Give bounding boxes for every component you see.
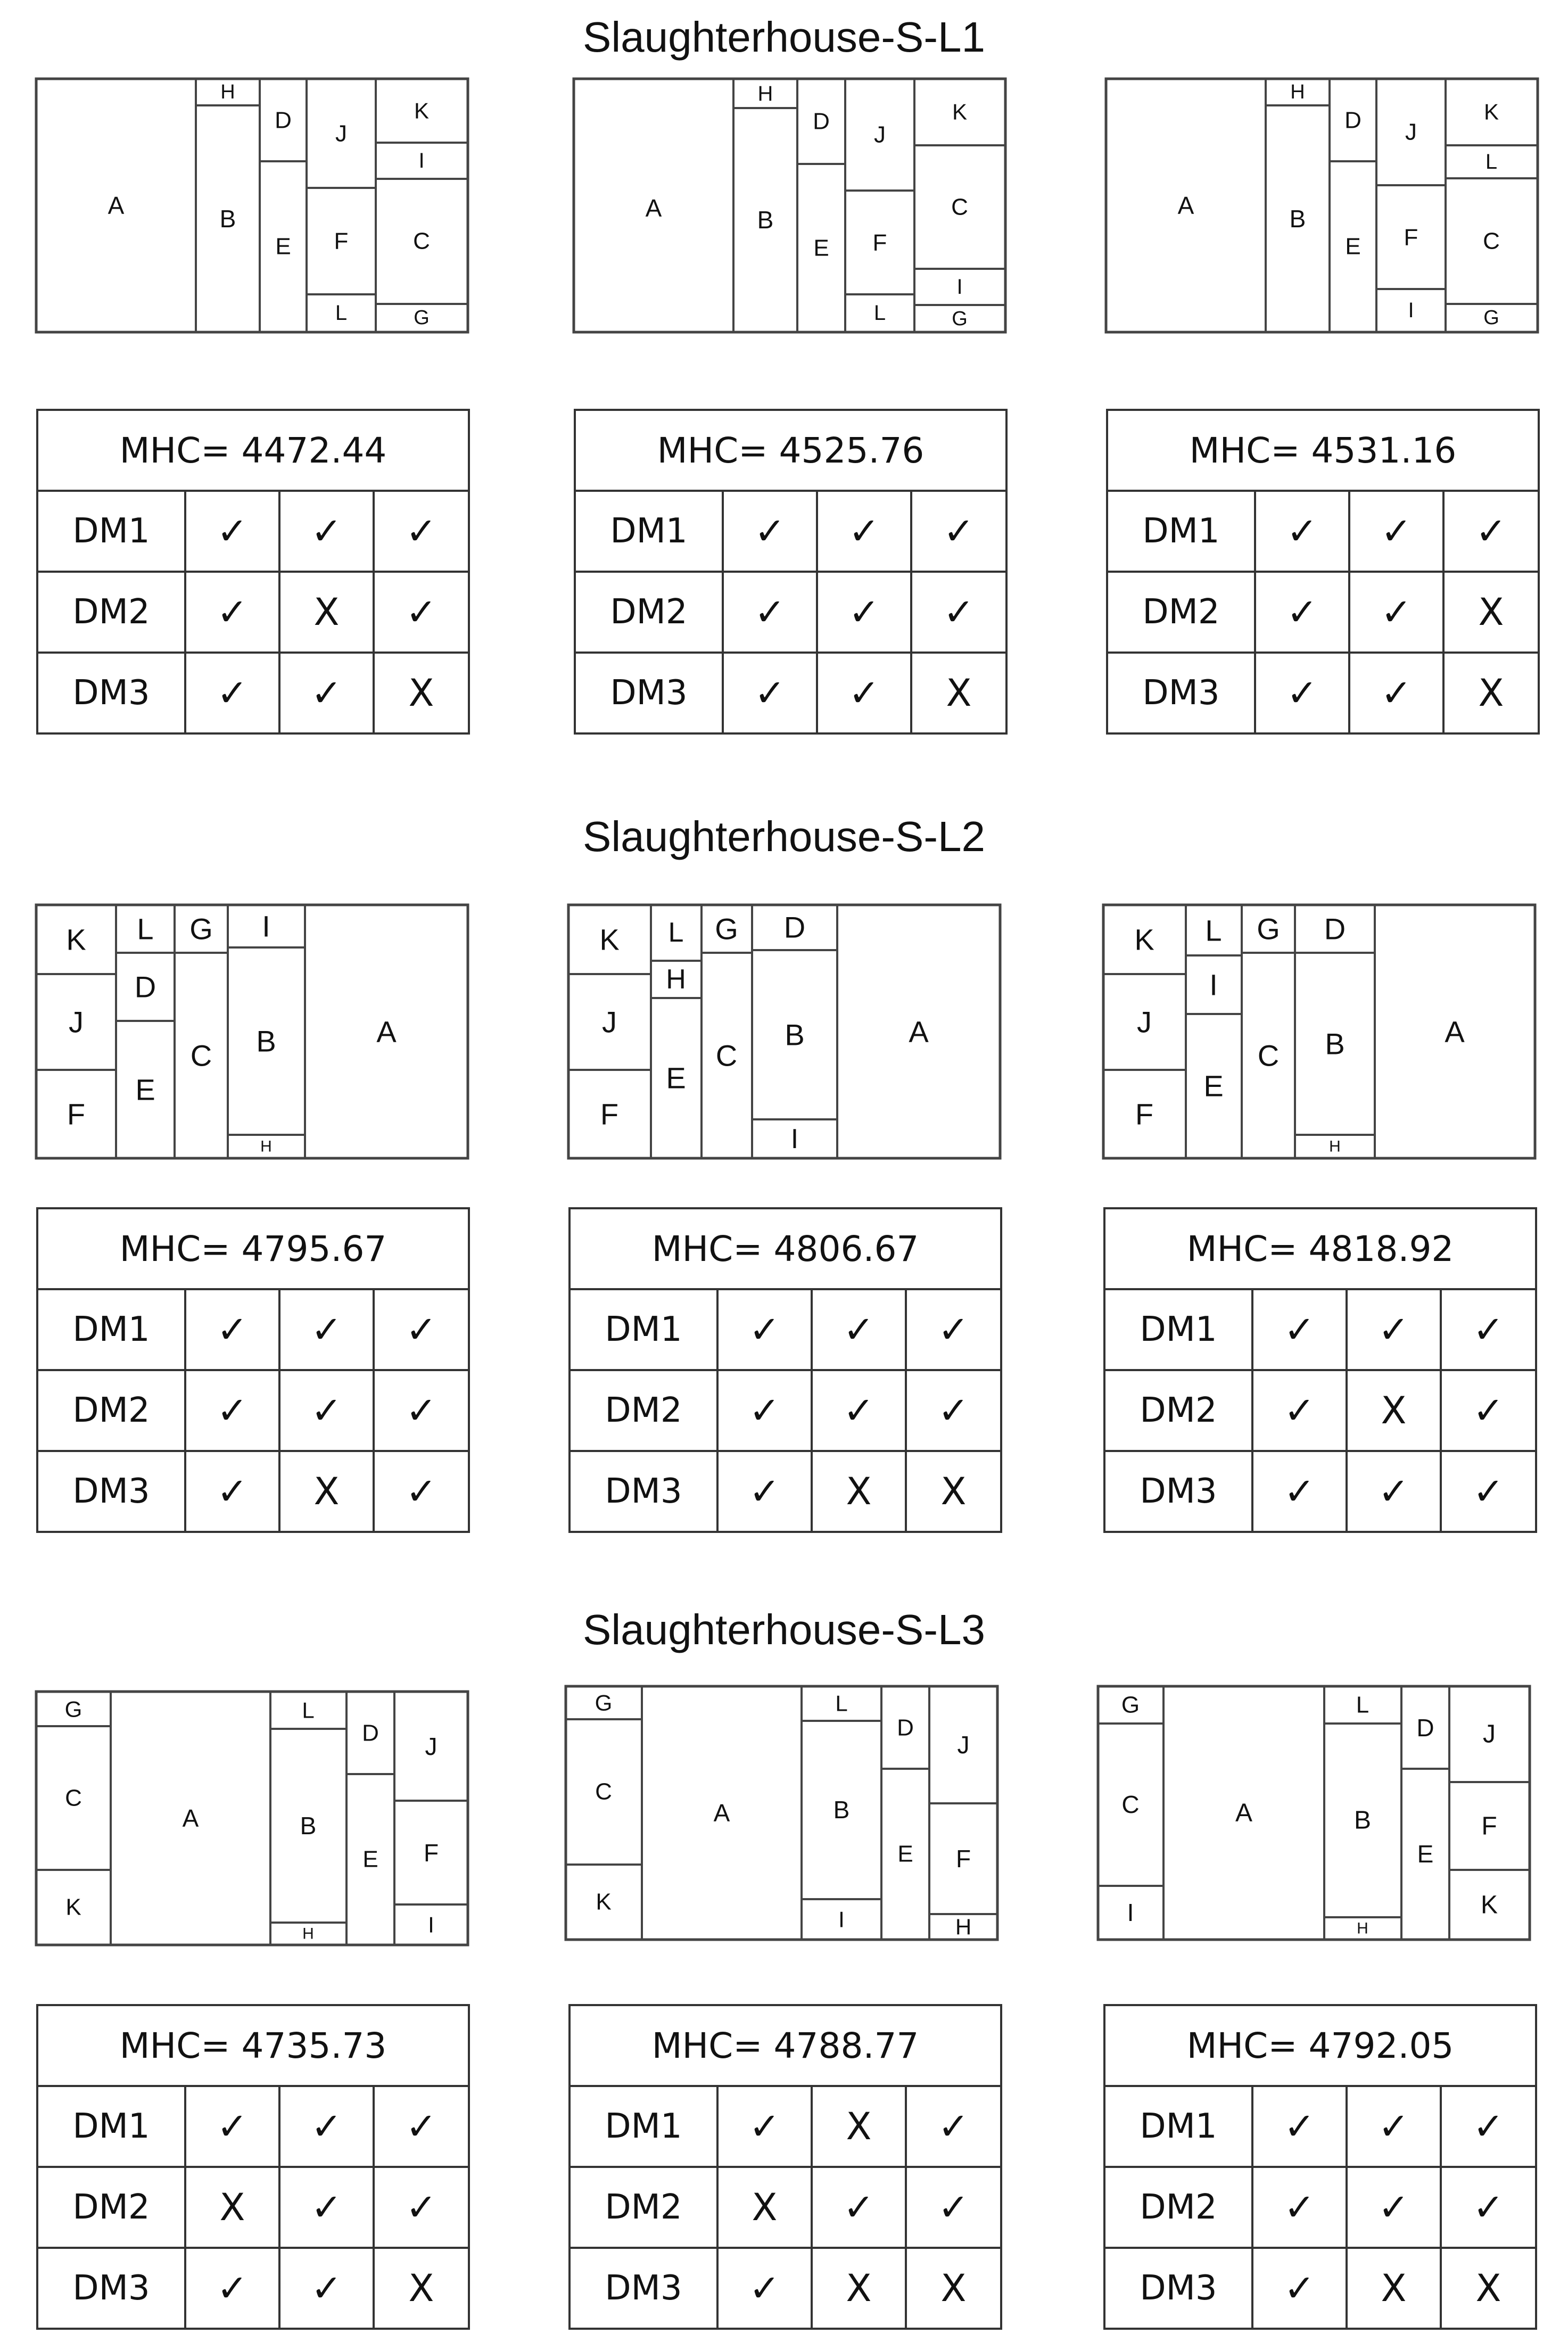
dm-mark: ✓ xyxy=(911,491,1006,572)
dm-mark: ✓ xyxy=(1252,1370,1347,1451)
room-label: L xyxy=(835,1691,848,1716)
dm-mark: X xyxy=(812,2086,906,2167)
facility-layout xyxy=(1103,905,1535,1158)
room-label: I xyxy=(1209,968,1218,1002)
room-label: F xyxy=(1404,224,1418,251)
dm-mark: ✓ xyxy=(1252,2086,1347,2167)
room-label: A xyxy=(1445,1015,1465,1049)
dm-mark: ✓ xyxy=(279,1370,374,1451)
dm-mark: ✓ xyxy=(374,1370,469,1451)
dm-mark: X xyxy=(812,1451,906,1532)
room-label: A xyxy=(108,192,125,219)
facility-layout xyxy=(36,1692,468,1945)
room-label: A xyxy=(645,194,662,222)
dm-label: DM3 xyxy=(1104,1451,1252,1532)
evaluation-table xyxy=(36,1207,470,1533)
room-label: J xyxy=(874,121,886,148)
room-label: B xyxy=(256,1024,276,1058)
dm-mark: ✓ xyxy=(1252,1289,1347,1370)
section-title: Slaughterhouse-S-L3 xyxy=(582,1606,986,1653)
dm-label: DM2 xyxy=(570,1370,717,1451)
room-label: H xyxy=(260,1137,272,1156)
dm-label: DM2 xyxy=(1104,2167,1252,2248)
mhc-value: MHC= 4818.92 xyxy=(1104,1208,1536,1289)
room-label: C xyxy=(190,1038,212,1073)
dm-mark: ✓ xyxy=(812,2167,906,2248)
dm-mark: ✓ xyxy=(817,572,911,653)
room-label: L xyxy=(1356,1692,1369,1718)
mhc-value: MHC= 4788.77 xyxy=(570,2005,1001,2086)
dm-mark: ✓ xyxy=(185,572,279,653)
evaluation-table xyxy=(1106,409,1540,735)
room-label: B xyxy=(219,205,236,233)
room-label: J xyxy=(602,1005,617,1039)
room-label: D xyxy=(783,910,806,944)
room-label: I xyxy=(790,1124,799,1155)
dm-label: DM2 xyxy=(575,572,723,653)
room-label: A xyxy=(909,1015,929,1049)
dm-mark: ✓ xyxy=(717,1370,812,1451)
dm-mark: ✓ xyxy=(723,572,817,653)
evaluation-table xyxy=(1103,1207,1537,1533)
room-label: E xyxy=(897,1841,913,1867)
room-label: G xyxy=(64,1696,82,1722)
room-label: C xyxy=(1483,228,1500,254)
dm-mark: ✓ xyxy=(906,2086,1001,2167)
dm-mark: ✓ xyxy=(1441,2086,1536,2167)
facility-layout xyxy=(1098,1686,1530,1940)
room-label: B xyxy=(300,1812,317,1840)
room-label: E xyxy=(666,1061,686,1095)
section-title: Slaughterhouse-S-L1 xyxy=(582,13,986,61)
room-label: F xyxy=(423,1839,439,1867)
dm-label: DM3 xyxy=(1107,653,1255,733)
dm-mark: ✓ xyxy=(1441,2167,1536,2248)
evaluation-table xyxy=(568,1207,1002,1533)
room-label: L xyxy=(668,917,684,948)
evaluation-table xyxy=(568,2004,1002,2330)
section-title: Slaughterhouse-S-L2 xyxy=(582,813,986,860)
mhc-value: MHC= 4795.67 xyxy=(37,1208,469,1289)
dm-mark: ✓ xyxy=(1441,1289,1536,1370)
mhc-value: MHC= 4472.44 xyxy=(37,410,469,491)
room-label: A xyxy=(1235,1799,1253,1827)
dm-mark: ✓ xyxy=(723,491,817,572)
facility-layout xyxy=(574,79,1005,332)
room-label: I xyxy=(1127,1899,1134,1926)
dm-mark: ✓ xyxy=(812,1370,906,1451)
room-label: H xyxy=(757,82,773,105)
room-label: F xyxy=(1481,1812,1497,1841)
room-label: E xyxy=(1203,1069,1224,1103)
dm-label: DM1 xyxy=(1107,491,1255,572)
room-label: F xyxy=(600,1097,619,1131)
room-label: C xyxy=(951,194,968,220)
room-label: A xyxy=(376,1015,397,1049)
room-label: J xyxy=(1137,1005,1152,1039)
room-label: C xyxy=(1121,1791,1140,1818)
dm-label: DM3 xyxy=(570,2248,717,2329)
facility-layout xyxy=(1106,79,1538,332)
dm-mark: ✓ xyxy=(374,1451,469,1532)
dm-mark: ✓ xyxy=(1255,491,1349,572)
room-label: J xyxy=(69,1005,84,1039)
dm-label: DM1 xyxy=(37,2086,185,2167)
dm-mark: ✓ xyxy=(185,2086,279,2167)
dm-mark: ✓ xyxy=(1252,1451,1347,1532)
dm-mark: ✓ xyxy=(1255,653,1349,733)
dm-label: DM1 xyxy=(37,1289,185,1370)
room-label: K xyxy=(599,922,620,957)
dm-mark: ✓ xyxy=(1349,491,1443,572)
dm-mark: ✓ xyxy=(911,572,1006,653)
room-label: I xyxy=(428,1912,434,1937)
dm-mark: ✓ xyxy=(185,1370,279,1451)
dm-label: DM2 xyxy=(37,2167,185,2248)
dm-label: DM2 xyxy=(1107,572,1255,653)
room-label: E xyxy=(813,235,829,261)
dm-mark: X xyxy=(717,2167,812,2248)
room-label: G xyxy=(189,912,213,946)
room-label: J xyxy=(957,1731,970,1759)
dm-mark: X xyxy=(911,653,1006,733)
dm-mark: ✓ xyxy=(1347,2086,1441,2167)
room-label: H xyxy=(1329,1137,1341,1156)
room-label: A xyxy=(1177,192,1194,219)
room-label: B xyxy=(1354,1806,1372,1835)
dm-label: DM3 xyxy=(37,2248,185,2329)
room-label: G xyxy=(715,912,738,946)
dm-mark: ✓ xyxy=(374,2167,469,2248)
room-label: I xyxy=(956,275,963,299)
dm-mark: ✓ xyxy=(1252,2167,1347,2248)
room-label: E xyxy=(1345,233,1361,260)
mhc-value: MHC= 4806.67 xyxy=(570,1208,1001,1289)
dm-mark: ✓ xyxy=(374,491,469,572)
dm-mark: ✓ xyxy=(817,491,911,572)
dm-label: DM3 xyxy=(575,653,723,733)
dm-label: DM3 xyxy=(1104,2248,1252,2329)
dm-label: DM1 xyxy=(37,491,185,572)
mhc-value: MHC= 4792.05 xyxy=(1104,2005,1536,2086)
room-label: G xyxy=(595,1690,613,1716)
dm-mark: ✓ xyxy=(717,1451,812,1532)
room-label: D xyxy=(275,107,292,134)
room-label: K xyxy=(66,922,86,957)
room-label: H xyxy=(666,964,686,995)
dm-mark: ✓ xyxy=(1347,1451,1441,1532)
dm-mark: ✓ xyxy=(185,491,279,572)
dm-label: DM1 xyxy=(570,2086,717,2167)
dm-label: DM2 xyxy=(570,2167,717,2248)
dm-mark: ✓ xyxy=(1441,1370,1536,1451)
dm-label: DM2 xyxy=(37,572,185,653)
room-label: I xyxy=(1408,299,1414,322)
mhc-value: MHC= 4531.16 xyxy=(1107,410,1539,491)
room-label: D xyxy=(1324,912,1346,946)
dm-mark: ✓ xyxy=(279,1289,374,1370)
room-label: E xyxy=(135,1073,155,1107)
dm-mark: ✓ xyxy=(185,1451,279,1532)
room-label: G xyxy=(1121,1692,1140,1718)
mhc-value: MHC= 4735.73 xyxy=(37,2005,469,2086)
mhc-value: MHC= 4525.76 xyxy=(575,410,1006,491)
room-label: J xyxy=(425,1733,438,1760)
facility-layout xyxy=(566,1686,997,1940)
room-label: H xyxy=(302,1925,314,1943)
room-label: H xyxy=(1357,1919,1368,1937)
dm-mark: X xyxy=(906,2248,1001,2329)
room-label: K xyxy=(1480,1891,1498,1919)
dm-mark: ✓ xyxy=(374,572,469,653)
dm-mark: X xyxy=(906,1451,1001,1532)
dm-mark: ✓ xyxy=(279,491,374,572)
facility-layout xyxy=(568,905,1000,1158)
room-label: C xyxy=(715,1038,738,1073)
room-label: I xyxy=(262,909,270,943)
room-label: B xyxy=(1289,205,1306,233)
room-label: G xyxy=(1483,307,1499,329)
dm-mark: ✓ xyxy=(1255,572,1349,653)
evaluation-table xyxy=(574,409,1008,735)
dm-mark: ✓ xyxy=(906,2167,1001,2248)
room-label: D xyxy=(1416,1714,1434,1742)
room-label: L xyxy=(335,301,348,325)
dm-mark: ✓ xyxy=(1349,653,1443,733)
room-label: G xyxy=(1257,912,1280,946)
dm-mark: ✓ xyxy=(185,1289,279,1370)
room-label: F xyxy=(334,228,349,254)
dm-mark: X xyxy=(374,653,469,733)
dm-label: DM1 xyxy=(575,491,723,572)
dm-mark: ✓ xyxy=(374,2086,469,2167)
dm-mark: ✓ xyxy=(185,2248,279,2329)
dm-mark: ✓ xyxy=(1441,1451,1536,1532)
dm-mark: ✓ xyxy=(279,653,374,733)
room-label: A xyxy=(713,1799,730,1827)
room-label: G xyxy=(952,308,968,330)
room-label: C xyxy=(595,1778,612,1805)
room-label: E xyxy=(1417,1840,1434,1868)
room-label: F xyxy=(67,1097,86,1131)
dm-label: DM1 xyxy=(1104,1289,1252,1370)
room-label: J xyxy=(335,120,347,147)
room-label: K xyxy=(596,1889,612,1915)
dm-label: DM1 xyxy=(570,1289,717,1370)
dm-mark: ✓ xyxy=(1443,491,1539,572)
evaluation-table xyxy=(36,409,470,735)
room-label: D xyxy=(897,1714,914,1741)
dm-mark: ✓ xyxy=(906,1370,1001,1451)
dm-mark: ✓ xyxy=(717,2248,812,2329)
room-label: L xyxy=(873,301,886,325)
dm-mark: X xyxy=(1441,2248,1536,2329)
dm-mark: ✓ xyxy=(1349,572,1443,653)
room-label: C xyxy=(1257,1038,1280,1073)
dm-label: DM3 xyxy=(37,653,185,733)
room-label: F xyxy=(872,229,887,256)
room-label: D xyxy=(813,108,830,135)
dm-mark: ✓ xyxy=(1347,2167,1441,2248)
room-label: H xyxy=(1290,81,1305,103)
dm-mark: X xyxy=(374,2248,469,2329)
room-label: H xyxy=(220,81,235,103)
room-label: L xyxy=(1485,150,1498,174)
room-label: D xyxy=(362,1720,379,1746)
dm-label: DM2 xyxy=(37,1370,185,1451)
room-label: J xyxy=(1405,119,1417,145)
room-label: B xyxy=(833,1796,850,1824)
room-label: K xyxy=(1134,922,1154,957)
room-label: K xyxy=(952,99,968,125)
dm-mark: ✓ xyxy=(279,2167,374,2248)
room-label: J xyxy=(1483,1720,1496,1749)
room-label: B xyxy=(1325,1027,1345,1061)
room-label: L xyxy=(302,1697,315,1723)
dm-mark: X xyxy=(1347,1370,1441,1451)
dm-mark: ✓ xyxy=(723,653,817,733)
dm-mark: ✓ xyxy=(817,653,911,733)
dm-mark: ✓ xyxy=(1347,1289,1441,1370)
dm-mark: ✓ xyxy=(717,1289,812,1370)
room-label: L xyxy=(137,912,154,946)
dm-mark: ✓ xyxy=(812,1289,906,1370)
evaluation-table xyxy=(36,2004,470,2330)
room-label: D xyxy=(1344,107,1361,134)
facility-layout xyxy=(36,905,468,1158)
room-label: D xyxy=(134,970,156,1004)
dm-mark: ✓ xyxy=(279,2248,374,2329)
dm-label: DM1 xyxy=(1104,2086,1252,2167)
room-label: K xyxy=(65,1894,81,1920)
dm-label: DM2 xyxy=(1104,1370,1252,1451)
dm-label: DM3 xyxy=(570,1451,717,1532)
dm-mark: ✓ xyxy=(374,1289,469,1370)
dm-mark: ✓ xyxy=(906,1289,1001,1370)
room-label: E xyxy=(362,1846,378,1873)
dm-label: DM3 xyxy=(37,1451,185,1532)
room-label: L xyxy=(1205,913,1222,947)
evaluation-table xyxy=(1103,2004,1537,2330)
room-label: I xyxy=(418,149,425,172)
dm-mark: X xyxy=(1443,653,1539,733)
room-label: B xyxy=(757,206,774,234)
dm-mark: ✓ xyxy=(717,2086,812,2167)
room-label: F xyxy=(1135,1097,1154,1131)
room-label: B xyxy=(785,1018,805,1052)
room-label: I xyxy=(838,1907,845,1932)
room-label: H xyxy=(955,1914,972,1940)
dm-mark: X xyxy=(1347,2248,1441,2329)
room-label: K xyxy=(414,98,430,123)
room-label: F xyxy=(955,1845,971,1873)
dm-mark: X xyxy=(279,572,374,653)
room-label: C xyxy=(413,228,430,254)
facility-layout xyxy=(36,79,468,332)
dm-mark: X xyxy=(812,2248,906,2329)
dm-mark: X xyxy=(185,2167,279,2248)
room-label: A xyxy=(182,1804,199,1832)
room-label: E xyxy=(275,233,291,260)
room-label: K xyxy=(1483,99,1499,125)
dm-mark: ✓ xyxy=(279,2086,374,2167)
room-label: C xyxy=(65,1785,82,1811)
dm-mark: X xyxy=(1443,572,1539,653)
dm-mark: ✓ xyxy=(1252,2248,1347,2329)
room-label: G xyxy=(414,307,430,329)
dm-mark: X xyxy=(279,1451,374,1532)
dm-mark: ✓ xyxy=(185,653,279,733)
